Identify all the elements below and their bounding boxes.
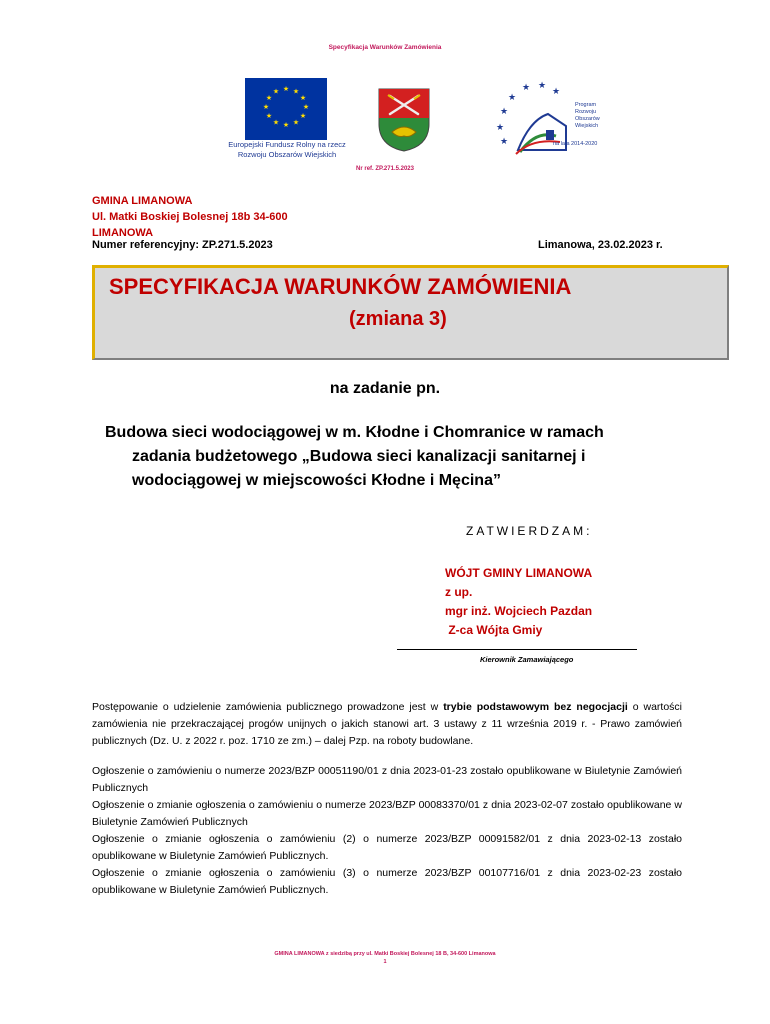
reference-number: Numer referencyjny: ZP.271.5.2023 — [92, 239, 273, 251]
prow-years: na lata 2014-2020 — [553, 141, 598, 147]
announcement-item: Ogłoszenie o zmianie ogłoszenia o zamówieniu (3) o numerze 2023/BZP 00107716/01 z dnia 2023-02-23 zostało opublikowane w Biuletynie Zamówień Publicznych. — [92, 867, 682, 896]
svg-text:★: ★ — [272, 87, 280, 96]
announcement-item: Ogłoszenie o zamówieniu o numerze 2023/BZP 00051190/01 z dnia 2023-01-23 zostało opublikowane w Biuletynie Zamówień Publicznych — [92, 765, 682, 794]
document-date: Limanowa, 23.02.2023 r. — [538, 239, 663, 251]
eu-caption: Europejski Fundusz Rolny na rzecz Rozwoju Obszarów Wiejskich — [228, 140, 346, 159]
document-subtitle: (zmiana 3) — [349, 308, 447, 330]
svg-text:★: ★ — [499, 137, 509, 147]
svg-text:★: ★ — [299, 94, 307, 102]
address-block — [92, 193, 288, 241]
svg-text:★: ★ — [507, 93, 517, 103]
address-line: Ul. Matki Boskiej Bolesnej 18b 34-600 — [92, 211, 288, 223]
svg-text:★: ★ — [499, 107, 509, 117]
task-intro: na zadanie pn. — [329, 380, 441, 397]
svg-text:★: ★ — [282, 121, 290, 129]
address-line: LIMANOWA — [92, 227, 154, 239]
approval-heading: ZATWIERDZAM: — [466, 524, 593, 538]
svg-text:★: ★ — [265, 94, 273, 102]
prow-caption: Program Rozwoju Obszarów Wiejskich — [575, 102, 600, 129]
prow-logo — [490, 80, 620, 160]
svg-text:★: ★ — [262, 103, 270, 111]
svg-text:★: ★ — [521, 83, 531, 93]
svg-text:★: ★ — [302, 103, 310, 111]
svg-text:★: ★ — [537, 81, 547, 91]
signature-role: Kierownik Zamawiającego — [480, 655, 574, 664]
address-line: GMINA LIMANOWA — [92, 195, 193, 207]
header-note: Specyfikacja Warunków Zamówienia — [328, 44, 442, 51]
svg-text:★: ★ — [282, 85, 290, 93]
announcement-item: Ogłoszenie o zmianie ogłoszenia o zamówieniu (2) o numerze 2023/BZP 00091582/01 z dnia 2023-02-13 zostało opublikowane w Biuletynie Zamówień Publicznych. — [92, 833, 682, 862]
coat-of-arms-logo — [378, 88, 430, 152]
svg-text:★: ★ — [292, 87, 300, 96]
eu-flag-logo — [245, 78, 327, 140]
svg-text:★: ★ — [551, 87, 561, 97]
page-footer: GMINA LIMANOWA z siedzibą przy ul. Matki Boskiej Bolesnej 18 B, 34-600 Limanowa 1 — [0, 950, 770, 966]
task-name: Budowa sieci wodociągowej w m. Kłodne i Chomranice w ramach zadania budżetowego „Budowa sieci kanalizacji sanitarnej i wodociągowej w miejscowości Kłodne i Męcina” — [105, 424, 604, 489]
svg-text:★: ★ — [299, 112, 307, 120]
nr-ref: Nr ref. ZP.271.5.2023 — [356, 166, 414, 172]
page-number: 1 — [383, 959, 387, 965]
announcement-item: Ogłoszenie o zmianie ogłoszenia o zamówieniu o numerze 2023/BZP 00083370/01 z dnia 2023-02-07 zostało opublikowane w Biuletynie Zamówień Publicznych — [92, 799, 682, 828]
svg-text:★: ★ — [495, 123, 505, 133]
signature-line — [397, 649, 637, 650]
procedure-paragraph: Postępowanie o udzielenie zamówienia publicznego prowadzone jest w trybie podstawowym bez negocjacji o wartości zamówienia nie przekraczającej progów unijnych o jakich stanowi art. 3 ustawy z 11 września 2019 r. - Prawo zamówień publicznych (Dz. U. z 2022 r. poz. 1710 ze zm.) – dalej Pzp. na roboty budowlane. — [92, 701, 682, 747]
signature-block: WÓJT GMINY LIMANOWA z up. mgr inż. Wojciech Pazdan Z-ca Wójta Gmiy — [445, 566, 593, 637]
title-box — [92, 265, 729, 360]
svg-text:★: ★ — [265, 112, 273, 120]
svg-text:★: ★ — [292, 118, 300, 127]
announcements — [92, 763, 682, 899]
document-title: SPECYFIKACJA WARUNKÓW ZAMÓWIENIA — [109, 274, 572, 299]
svg-text:★: ★ — [272, 118, 280, 127]
